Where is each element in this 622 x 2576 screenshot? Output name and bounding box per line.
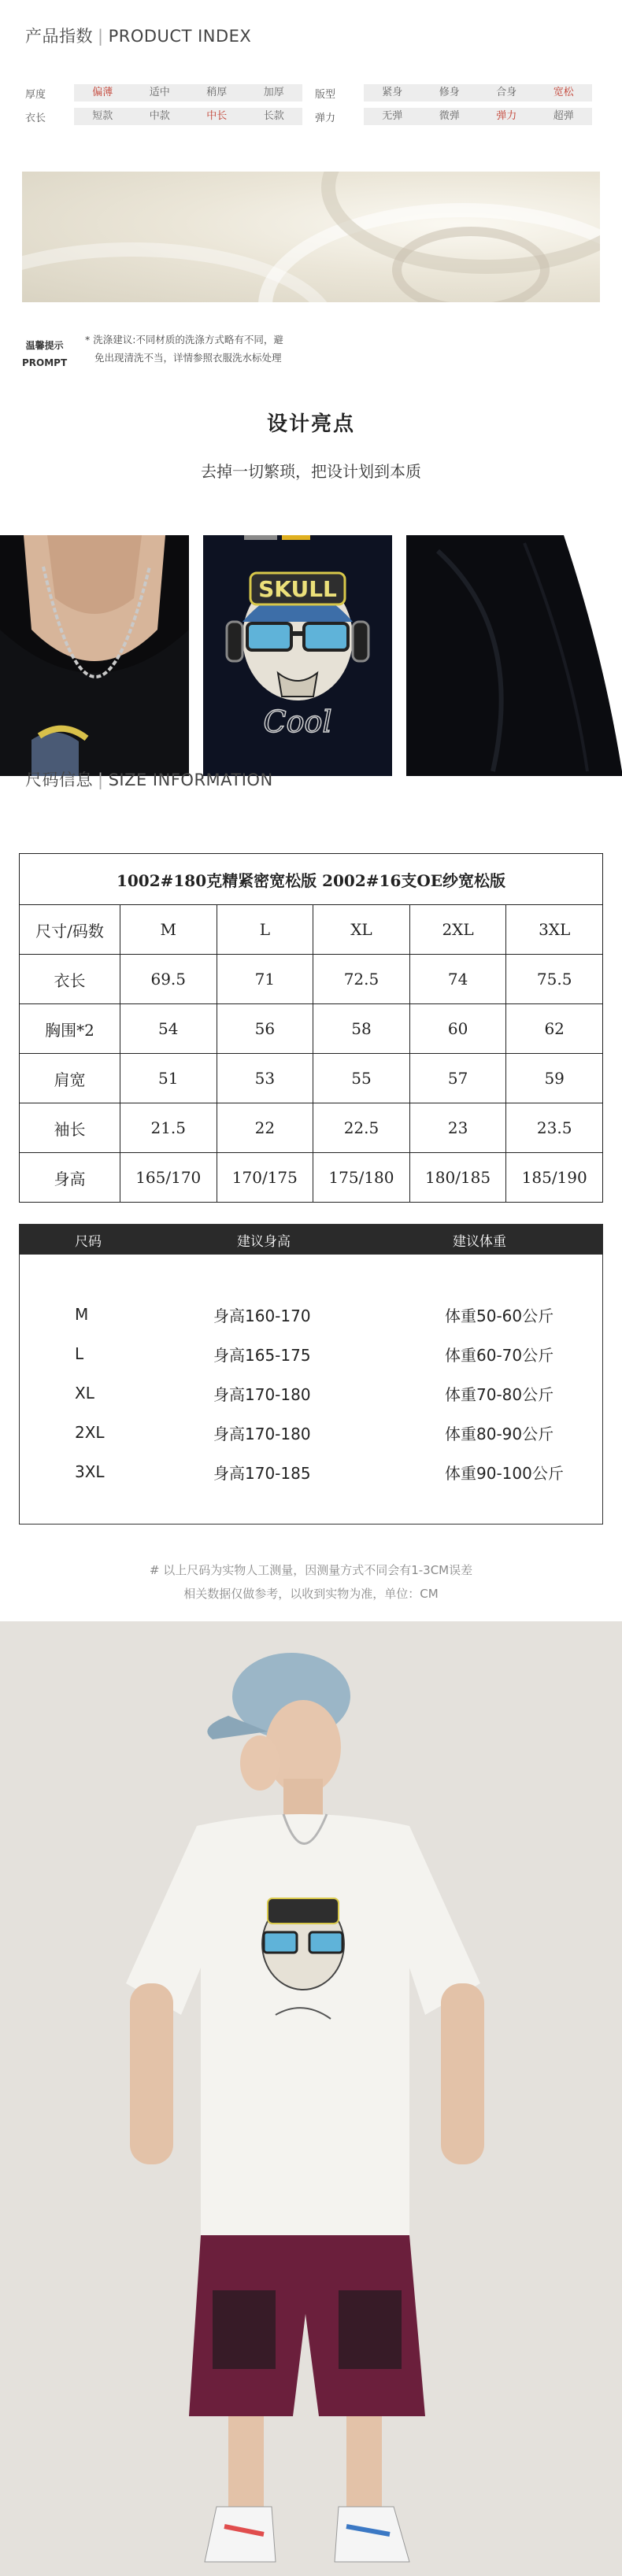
rec-height: 身高160-170 bbox=[213, 1306, 311, 1325]
wash-advice-line: 免出现清洗不当，详情参照衣服洗水标处理 bbox=[94, 352, 282, 364]
fabric-photo bbox=[22, 172, 600, 302]
index-label: 弹力 bbox=[315, 112, 336, 124]
table-cell: 175/180 bbox=[313, 1153, 410, 1203]
table-cell: 57 bbox=[409, 1054, 506, 1103]
table-cell: 55 bbox=[313, 1054, 410, 1103]
rec-size: 3XL bbox=[75, 1462, 105, 1481]
table-header-cell: 尺寸/码数 bbox=[20, 905, 120, 955]
table-cell: 身高 bbox=[20, 1153, 120, 1203]
prompt-label-en: PROMPT bbox=[22, 357, 68, 368]
table-cell: 59 bbox=[506, 1054, 603, 1103]
rec-weight: 体重60-70公斤 bbox=[445, 1345, 554, 1365]
table-cell: 54 bbox=[120, 1004, 217, 1054]
list-item bbox=[20, 1295, 602, 1334]
index-option: 偏薄 bbox=[92, 87, 113, 98]
index-bar bbox=[364, 84, 592, 102]
rec-weight: 体重50-60公斤 bbox=[445, 1306, 554, 1325]
table-header-cell: M bbox=[120, 905, 217, 955]
recommendation-header-cell: 建议体重 bbox=[453, 1233, 506, 1250]
table-cell: 72.5 bbox=[313, 955, 410, 1004]
cool-script-text: Cool bbox=[263, 704, 332, 739]
table-row bbox=[20, 905, 603, 955]
design-highlights-title: 设计亮点 bbox=[266, 412, 355, 436]
size-info-title-cn: 尺码信息 bbox=[25, 771, 93, 789]
prompt-label bbox=[22, 337, 67, 371]
index-option: 中款 bbox=[149, 110, 170, 122]
index-option: 加厚 bbox=[263, 87, 284, 98]
rec-size: L bbox=[75, 1344, 84, 1363]
rec-height: 身高165-175 bbox=[213, 1345, 311, 1365]
table-row bbox=[20, 1004, 603, 1054]
table-cell: 胸围*2 bbox=[20, 1004, 120, 1054]
rec-height: 身高170-180 bbox=[213, 1424, 311, 1443]
table-cell: 51 bbox=[120, 1054, 217, 1103]
index-bar bbox=[364, 108, 592, 125]
index-option: 合身 bbox=[496, 87, 517, 98]
index-label: 衣长 bbox=[25, 112, 46, 124]
table-cell: 56 bbox=[217, 1004, 313, 1054]
index-label: 版型 bbox=[315, 88, 336, 101]
recommendation-header-cell: 尺码 bbox=[75, 1233, 102, 1250]
measurement-note: 相关数据仅做参考，以收到实物为准，单位：CM bbox=[183, 1587, 439, 1601]
detail-photo-sleeve bbox=[406, 535, 622, 776]
index-option: 紧身 bbox=[382, 87, 403, 98]
table-cell: 62 bbox=[506, 1004, 603, 1054]
wash-advice bbox=[85, 331, 283, 367]
size-info-title: 尺码信息 | SIZE INFORMATION bbox=[25, 771, 273, 789]
rec-weight: 体重70-80公斤 bbox=[445, 1384, 554, 1404]
index-option: 弹力 bbox=[496, 110, 517, 122]
design-highlights-subtitle: 去掉一切繁琐，把设计划到本质 bbox=[201, 462, 421, 481]
index-row-length bbox=[25, 107, 302, 126]
rec-size: 2XL bbox=[75, 1423, 105, 1442]
table-header-cell: L bbox=[217, 905, 313, 955]
table-cell: 58 bbox=[313, 1004, 410, 1054]
index-option: 适中 bbox=[149, 87, 170, 98]
table-header-cell: 3XL bbox=[506, 905, 603, 955]
wash-advice-line: * 洗涤建议:不同材质的洗涤方式略有不同，避 bbox=[85, 334, 283, 346]
table-cell: 23 bbox=[409, 1103, 506, 1153]
index-option: 修身 bbox=[439, 87, 460, 98]
table-header-cell: XL bbox=[313, 905, 410, 955]
index-option: 超弹 bbox=[553, 110, 574, 122]
table-cell: 165/170 bbox=[120, 1153, 217, 1203]
index-option: 短款 bbox=[92, 110, 113, 122]
product-index-title: 产品指数 | PRODUCT INDEX bbox=[25, 27, 252, 46]
model-photo bbox=[0, 1621, 622, 2576]
recommendation-header bbox=[20, 1225, 602, 1255]
list-item bbox=[20, 1373, 602, 1413]
table-cell: 袖长 bbox=[20, 1103, 120, 1153]
table-row bbox=[20, 1103, 603, 1153]
table-cell: 21.5 bbox=[120, 1103, 217, 1153]
table-row bbox=[20, 1054, 603, 1103]
index-option: 中长 bbox=[206, 110, 228, 122]
table-cell: 22 bbox=[217, 1103, 313, 1153]
index-option: 无弹 bbox=[382, 110, 403, 122]
size-recommendation-table bbox=[19, 1224, 603, 1525]
skull-print-text: SKULL bbox=[258, 576, 337, 602]
index-row-elasticity bbox=[315, 107, 592, 126]
index-option: 稍厚 bbox=[206, 87, 228, 98]
recommendation-header-cell: 建议身高 bbox=[237, 1233, 291, 1250]
list-item bbox=[20, 1413, 602, 1452]
index-bar bbox=[74, 84, 302, 102]
size-info-title-en: SIZE INFORMATION bbox=[108, 771, 273, 789]
rec-weight: 体重80-90公斤 bbox=[445, 1424, 554, 1443]
detail-photo-print bbox=[203, 535, 392, 776]
product-index-title-cn: 产品指数 bbox=[25, 27, 93, 46]
table-cell: 74 bbox=[409, 955, 506, 1004]
table-cell: 71 bbox=[217, 955, 313, 1004]
prompt-label-cn: 温馨提示 bbox=[25, 340, 64, 351]
table-cell: 170/175 bbox=[217, 1153, 313, 1203]
rec-height: 身高170-185 bbox=[213, 1463, 311, 1483]
index-option: 微弹 bbox=[439, 110, 460, 122]
index-row-fit bbox=[315, 83, 592, 102]
table-row bbox=[20, 955, 603, 1004]
rec-size: M bbox=[75, 1305, 89, 1324]
table-cell: 53 bbox=[217, 1054, 313, 1103]
list-item bbox=[20, 1452, 602, 1491]
table-cell: 185/190 bbox=[506, 1153, 603, 1203]
list-item bbox=[20, 1334, 602, 1373]
index-row-thickness bbox=[25, 83, 302, 102]
index-option: 宽松 bbox=[553, 87, 574, 98]
table-cell: 肩宽 bbox=[20, 1054, 120, 1103]
table-cell: 60 bbox=[409, 1004, 506, 1054]
table-cell: 23.5 bbox=[506, 1103, 603, 1153]
table-cell: 22.5 bbox=[313, 1103, 410, 1153]
rec-height: 身高170-180 bbox=[213, 1384, 311, 1404]
rec-weight: 体重90-100公斤 bbox=[445, 1463, 564, 1483]
index-label: 厚度 bbox=[25, 88, 46, 101]
table-cell: 75.5 bbox=[506, 955, 603, 1004]
detail-photo-chain bbox=[0, 535, 189, 776]
index-option: 长款 bbox=[263, 110, 284, 122]
measurement-note: # 以上尺码为实物人工测量，因测量方式不同会有1-3CM误差 bbox=[149, 1563, 473, 1577]
size-table-caption: 1002#180克精紧密宽松版 2002#16支OE纱宽松版 bbox=[20, 854, 603, 905]
table-row bbox=[20, 1153, 603, 1203]
index-bar bbox=[74, 108, 302, 125]
table-cell: 衣长 bbox=[20, 955, 120, 1004]
rec-size: XL bbox=[75, 1384, 94, 1403]
table-cell: 69.5 bbox=[120, 955, 217, 1004]
table-cell: 180/185 bbox=[409, 1153, 506, 1203]
table-header-cell: 2XL bbox=[409, 905, 506, 955]
product-index-title-en: PRODUCT INDEX bbox=[108, 27, 252, 46]
size-table bbox=[19, 853, 603, 1203]
